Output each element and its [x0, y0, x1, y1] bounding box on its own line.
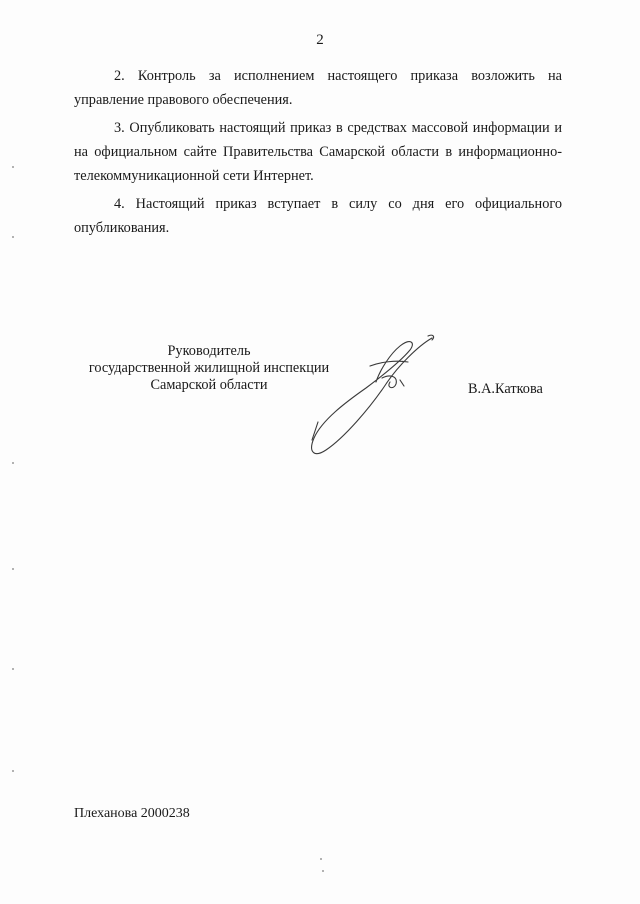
signatory-title-line-2: государственной жилищной инспекции [88, 360, 330, 376]
scan-speck [320, 858, 322, 860]
page-number: 2 [316, 32, 324, 48]
paragraph-3: 3. Опубликовать настоящий приказ в средствах массовой информации и на официальном сайте Правительства Самарской области в информационно-телекоммуникационной сети Интернет. [74, 120, 562, 184]
handwritten-signature [300, 326, 450, 466]
paragraph-2: 2. Контроль за исполнением настоящего приказа возложить на управление правового обеспечения. [74, 68, 562, 108]
executor-note: Плеханова 2000238 [74, 806, 190, 821]
scan-speck [12, 770, 14, 772]
order-body [74, 64, 562, 244]
scan-speck [12, 236, 14, 238]
scan-speck [12, 568, 14, 570]
signatory-title-line-1: Руководитель [167, 343, 251, 359]
paragraph-4: 4. Настоящий приказ вступает в силу со дня его официального опубликования. [74, 196, 562, 236]
scan-speck [12, 166, 14, 168]
signatory-name: В.А.Каткова [468, 381, 543, 397]
scan-speck [12, 668, 14, 670]
scan-speck [322, 870, 324, 872]
signatory-title-line-3: Самарской области [150, 377, 268, 393]
scan-speck [12, 462, 14, 464]
